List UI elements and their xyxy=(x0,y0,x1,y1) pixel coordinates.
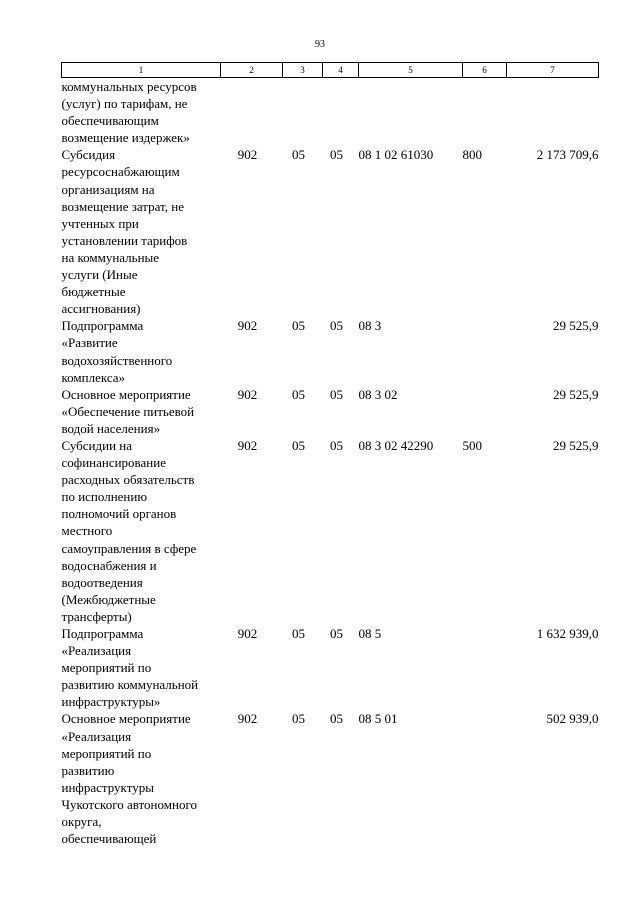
row-amount: 2 173 709,6 xyxy=(536,147,599,163)
column-header-3: 3 xyxy=(283,63,323,78)
column-header-7: 7 xyxy=(507,63,599,78)
row-pr-code: 05 xyxy=(330,711,343,727)
row-pr-code xyxy=(323,78,359,147)
row-target-article: 08 3 02 xyxy=(358,386,398,402)
row-pr-code: 05 xyxy=(330,626,343,641)
table-row xyxy=(62,78,599,147)
row-amount xyxy=(507,78,599,147)
row-rz-code xyxy=(283,78,323,147)
table-row xyxy=(62,146,599,317)
row-gr-code: 902 xyxy=(237,386,258,402)
row-name: Основное мероприятие «Реализация мероприятий по развитию инфраструктуры Чукотского автономного округа, обеспечивающей xyxy=(61,711,197,847)
row-pr-code: 05 xyxy=(330,386,343,402)
row-expense-type xyxy=(463,317,507,385)
row-target-article: 08 5 xyxy=(358,626,382,641)
row-rz-code: 05 xyxy=(292,147,305,163)
table-row xyxy=(62,710,599,847)
row-gr-code: 902 xyxy=(237,437,258,453)
row-rz-code: 05 xyxy=(292,386,305,402)
header-row xyxy=(62,63,599,78)
row-target-article: 08 5 01 xyxy=(358,711,398,727)
row-name: Основное мероприятие «Обеспечение питьевой водой населения» xyxy=(61,386,195,436)
table-row xyxy=(62,386,599,437)
budget-table xyxy=(61,62,599,847)
column-header-6: 6 xyxy=(463,63,507,78)
row-name: Подпрограмма «Развитие водохозяйственного комплекса» xyxy=(61,318,173,385)
table-row xyxy=(62,625,599,710)
row-gr-code xyxy=(221,78,283,147)
row-amount: 29 525,9 xyxy=(553,386,599,402)
row-gr-code: 902 xyxy=(237,147,258,163)
column-header-5: 5 xyxy=(359,63,463,78)
row-rz-code: 05 xyxy=(292,711,305,727)
row-expense-type xyxy=(463,710,507,847)
row-amount: 1 632 939,0 xyxy=(536,626,599,641)
row-name: Субсидии на софинансирование расходных обязательств по исполнению полномочий органов местного самоуправления в сфере водоснабжения и водоотведения (Межбюджетные трансферты) xyxy=(61,437,197,624)
row-target-article xyxy=(359,78,463,147)
page-number: 93 xyxy=(315,39,325,50)
row-rz-code: 05 xyxy=(292,437,305,453)
row-pr-code: 05 xyxy=(330,437,343,453)
row-name: коммунальных ресурсов (услуг) по тарифам, не обеспечивающим возмещение издержек» xyxy=(61,79,197,146)
row-rz-code: 05 xyxy=(292,626,305,641)
column-header-4: 4 xyxy=(323,63,359,78)
row-expense-type xyxy=(463,78,507,147)
row-expense-type xyxy=(463,386,507,437)
row-gr-code: 902 xyxy=(237,318,258,334)
table-row xyxy=(62,437,599,625)
row-amount: 29 525,9 xyxy=(553,437,599,453)
row-target-article: 08 1 02 61030 xyxy=(358,147,434,163)
table-header xyxy=(62,63,599,78)
column-header-1: 1 xyxy=(62,63,221,78)
row-expense-type xyxy=(463,625,507,710)
column-header-2: 2 xyxy=(221,63,283,78)
row-name: Субсидия ресурсоснабжающим организациям на возмещение затрат, не учтенных при установлении тарифов на коммунальные услуги (Иные бюджетные ассигнования) xyxy=(61,147,188,317)
row-name: Подпрограмма «Реализация мероприятий по развитию коммунальной инфраструктуры» xyxy=(61,626,199,710)
table-row xyxy=(62,317,599,385)
table-body xyxy=(62,78,599,848)
row-gr-code: 902 xyxy=(237,626,258,641)
row-pr-code: 05 xyxy=(330,147,343,163)
row-target-article: 08 3 02 42290 xyxy=(358,437,434,453)
row-expense-type: 500 xyxy=(462,437,482,453)
row-rz-code: 05 xyxy=(292,318,305,334)
row-expense-type: 800 xyxy=(462,147,482,163)
row-pr-code: 05 xyxy=(330,318,343,334)
row-target-article: 08 3 xyxy=(358,318,382,334)
row-amount: 29 525,9 xyxy=(553,318,599,334)
row-amount: 502 939,0 xyxy=(546,711,599,727)
row-gr-code: 902 xyxy=(237,711,258,727)
